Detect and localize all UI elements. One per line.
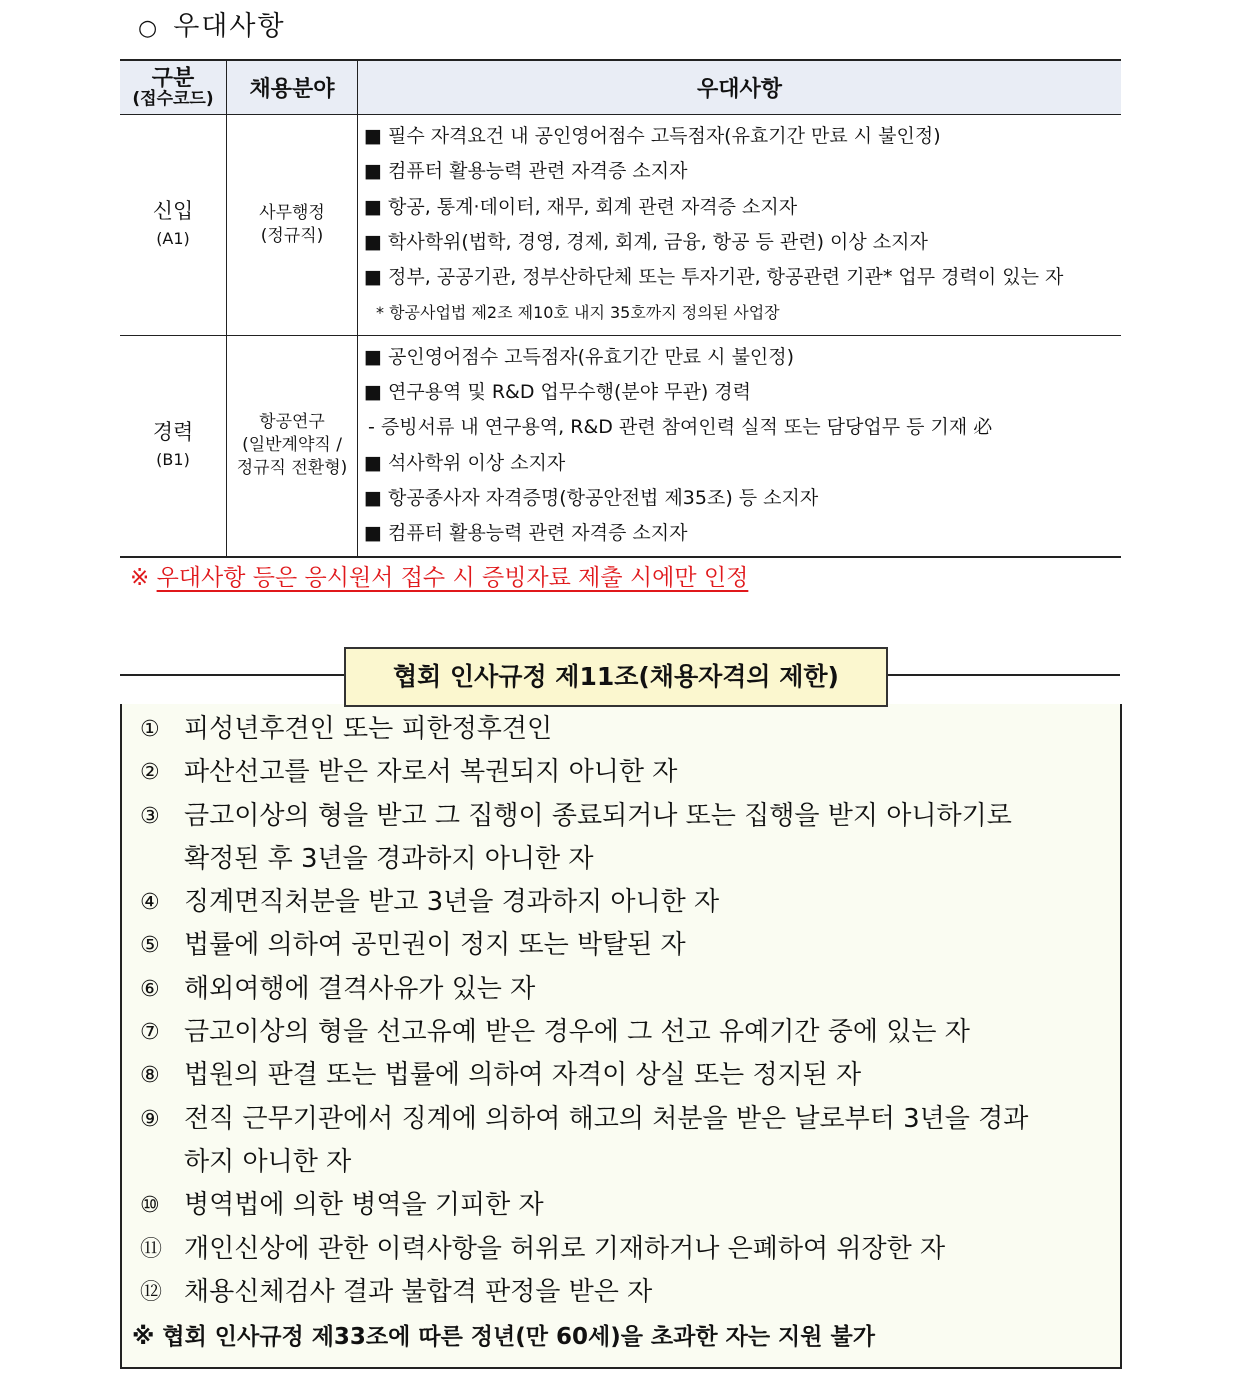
regulation-item: [140, 1271, 1120, 1314]
preference-item: ■ 컴퓨터 활용능력 관련 자격증 소지자: [364, 160, 688, 183]
header-division-label: 구분: [151, 65, 195, 91]
regulation-item: [140, 1011, 1120, 1054]
table-row: [120, 115, 1121, 336]
field-label-line: 사무행정: [259, 202, 325, 223]
regulation-item: [140, 708, 1120, 751]
regulation-item-number: ⑧: [140, 1063, 160, 1089]
division-cell: [120, 115, 227, 336]
preference-items-cell: [358, 335, 1122, 556]
regulation-item-text: 법원의 판결 또는 법률에 의하여 자격이 상실 또는 정지된 자: [184, 1060, 862, 1091]
division-label: 경력: [152, 419, 194, 444]
preference-item: ■ 석사학위 이상 소지자: [364, 451, 566, 474]
regulation-box-top-line-right: [884, 674, 1120, 676]
regulation-item-text: 법률에 의하여 공민권이 정지 또는 박탈된 자: [184, 930, 686, 961]
regulation-list: [140, 708, 1120, 1314]
regulation-item-text: 채용신체검사 결과 불합격 판정을 받은 자: [184, 1276, 653, 1307]
regulation-item: [140, 968, 1120, 1011]
regulation-item-number: ⑩: [140, 1193, 160, 1219]
regulation-item-text: 금고이상의 형을 선고유예 받은 경우에 그 선고 유예기간 중에 있는 자: [184, 1017, 970, 1048]
preference-item: ■ 학사학위(법학, 경영, 경제, 회계, 금융, 항공 등 관련) 이상 소지자: [364, 230, 928, 253]
notice-text: 우대사항 등은 응시원서 접수 시 증빙자료 제출 시에만 인정: [156, 565, 749, 591]
regulation-item-number: ①: [140, 717, 160, 742]
preference-item: ■ 연구용역 및 R&D 업무수행(분야 무관) 경력: [364, 381, 751, 404]
preference-item: ■ 항공, 통계·데이터, 재무, 회계 관련 자격증 소지자: [364, 195, 798, 218]
preference-item: ■ 항공종사자 자격증명(항공안전법 제35조) 등 소지자: [364, 486, 819, 509]
preference-item: * 항공사업법 제2조 제10호 내지 35호까지 정의된 사업장: [376, 303, 780, 323]
regulation-item-text: 징계면직처분을 받고 3년을 경과하지 아니한 자: [184, 887, 720, 918]
field-label-line: 항공연구: [259, 412, 325, 433]
regulation-item: [140, 751, 1120, 794]
regulation-item-continuation: 확정된 후 3년을 경과하지 아니한 자: [184, 843, 594, 874]
header-preference: 우대사항: [358, 60, 1122, 115]
field-label-line: (정규직): [260, 225, 324, 246]
notice-mark: ※: [130, 565, 150, 591]
regulation-item-number: ⑥: [140, 976, 160, 1002]
regulation-item-number: ③: [140, 803, 160, 829]
regulation-item-text: 개인신상에 관한 이력사항을 허위로 기재하거나 은폐하여 위장한 자: [184, 1233, 946, 1264]
division-label: 신입: [152, 198, 194, 223]
section-bullet: ○: [138, 16, 160, 41]
preference-item: ■ 정부, 공공기관, 정부산하단체 또는 투자기관, 항공관련 기관* 업무 경력이 있는 자: [364, 266, 1064, 289]
preference-item: ■ 필수 자격요건 내 공인영어점수 고득점자(유효기간 만료 시 불인정): [364, 125, 941, 147]
regulation-item: [140, 881, 1120, 924]
preference-item: ■ 공인영어점수 고득점자(유효기간 만료 시 불인정): [364, 345, 795, 368]
regulation-item-text: 파산선고를 받은 자로서 복권되지 아니한 자: [184, 757, 678, 788]
field-label-line: (일반계약직 /: [242, 435, 342, 456]
division-code: (A1): [156, 228, 190, 248]
regulation-item-number: ⑤: [140, 933, 160, 959]
regulation-item: [140, 1228, 1120, 1271]
regulation-item-text: 해외여행에 결격사유가 있는 자: [184, 973, 536, 1004]
regulation-item-continuation: 하지 아니한 자: [184, 1146, 352, 1177]
regulation-item-number: ⑨: [140, 1106, 160, 1132]
regulation-item-number: ④: [140, 890, 160, 916]
preference-item: - 증빙서류 내 연구용역, R&D 관련 참여인력 실적 또는 담당업무 등 기재 必: [368, 416, 993, 439]
preference-items-cell: [358, 115, 1122, 336]
regulation-item: [140, 1184, 1120, 1227]
header-field: 채용분야: [227, 60, 358, 115]
preference-table: [120, 59, 1121, 558]
table-row: [120, 335, 1121, 556]
regulation-item-text: 금고이상의 형을 받고 그 집행이 종료되거나 또는 집행을 받지 아니하기로: [184, 800, 1012, 831]
regulation-item-number: ⑦: [140, 1020, 160, 1046]
section-title-text: 우대사항: [173, 11, 286, 42]
field-cell: [227, 335, 358, 556]
regulation-item-text: 병역법에 의한 병역을 기피한 자: [184, 1190, 544, 1221]
field-cell: [227, 115, 358, 336]
regulation-item: [140, 795, 1120, 882]
regulation-title: 협회 인사규정 제11조(채용자격의 제한): [344, 647, 888, 707]
regulation-item: [140, 1098, 1120, 1185]
field-label-line: 정규직 전환형): [236, 458, 348, 479]
regulation-item-text: 피성년후견인 또는 피한정후견인: [184, 714, 553, 744]
regulation-item-number: ②: [140, 760, 160, 786]
regulation-box-top-line-left: [120, 674, 346, 676]
preference-notice: [130, 559, 748, 592]
division-cell: [120, 335, 227, 556]
header-division: [120, 60, 227, 115]
preference-item: ■ 컴퓨터 활용능력 관련 자격증 소지자: [364, 522, 688, 545]
header-division-sub: (접수코드): [132, 88, 214, 109]
regulation-item-number: ⑫: [140, 1279, 163, 1305]
regulation-item: [140, 924, 1120, 967]
regulation-item: [140, 1054, 1120, 1097]
regulation-item-number: ⑪: [140, 1236, 163, 1262]
retirement-note: ※ 협회 인사규정 제33조에 따른 정년(만 60세)을 초과한 자는 지원 불가: [132, 1324, 875, 1350]
table-header-row: [120, 60, 1121, 115]
regulation-item-text: 전직 근무기관에서 징계에 의하여 해고의 처분을 받은 날로부터 3년을 경과: [184, 1103, 1029, 1134]
division-code: (B1): [156, 449, 190, 469]
section-title: [138, 4, 286, 43]
